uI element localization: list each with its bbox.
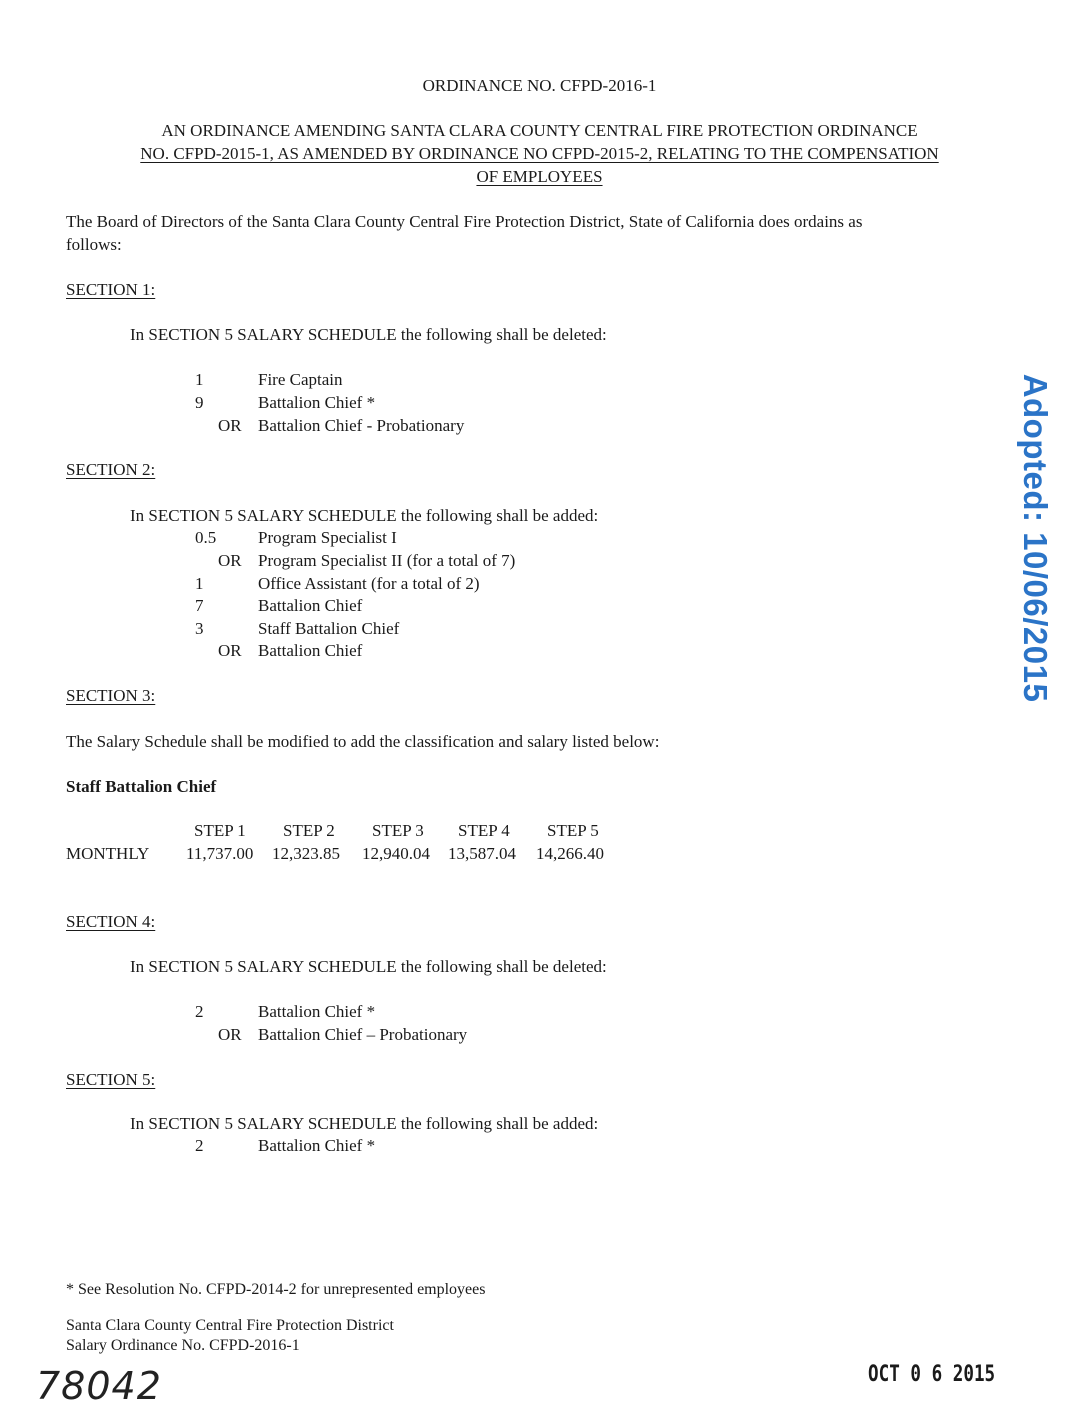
- title-line-1: AN ORDINANCE AMENDING SANTA CLARA COUNTY CENTRAL FIRE PROTECTION ORDINANCE: [161, 121, 918, 140]
- title-line-2: NO. CFPD-2015-1, AS AMENDED BY ORDINANCE NO CFPD-2015-2, RELATING TO THE COMPENSATION: [140, 144, 939, 163]
- ordinance-number: ORDINANCE NO. CFPD-2016-1: [422, 76, 657, 95]
- section-1-intro: In SECTION 5 SALARY SCHEDULE the following shall be deleted:: [130, 325, 607, 344]
- salary-step-header: STEP 2: [283, 821, 335, 840]
- handwritten-number: 78042: [36, 1364, 162, 1408]
- adopted-stamp: Adopted: 10/06/2015: [1017, 373, 1054, 703]
- salary-value: 12,940.04: [362, 844, 430, 863]
- section-2-item-qty: 7: [195, 596, 204, 615]
- title-line-3: OF EMPLOYEES: [476, 167, 603, 186]
- salary-value: 12,323.85: [272, 844, 340, 863]
- footer-district: Santa Clara County Central Fire Protection District: [66, 1317, 394, 1334]
- section-2-item-label: Program Specialist II (for a total of 7): [258, 551, 516, 570]
- section-1-item-label: Battalion Chief *: [258, 393, 376, 412]
- salary-step-header: STEP 1: [194, 821, 246, 840]
- preamble-line-2: follows:: [66, 235, 122, 254]
- section-1-item-label: Fire Captain: [258, 370, 343, 389]
- section-2-item-label: Staff Battalion Chief: [258, 619, 400, 638]
- received-date-stamp: OCT 0 6 2015: [868, 1362, 996, 1387]
- section-2-item-qty: OR: [218, 551, 242, 570]
- section-2-intro: In SECTION 5 SALARY SCHEDULE the following shall be added:: [130, 506, 599, 525]
- salary-value: 11,737.00: [186, 844, 254, 863]
- section-1-item-qty: 1: [195, 370, 204, 389]
- section-4-item-label: Battalion Chief *: [258, 1002, 376, 1021]
- section-5-item-label: Battalion Chief *: [258, 1136, 376, 1155]
- section-2-item-qty: 3: [195, 619, 204, 638]
- preamble-line-1: The Board of Directors of the Santa Clara County Central Fire Protection District, State of California does ordains as: [66, 212, 863, 231]
- section-2-item-label: Program Specialist I: [258, 528, 397, 547]
- salary-value: 13,587.04: [448, 844, 516, 863]
- section-5-heading: SECTION 5:: [66, 1070, 156, 1089]
- classification-title: Staff Battalion Chief: [66, 777, 217, 796]
- section-3-heading: SECTION 3:: [66, 686, 156, 705]
- section-2-item-qty: OR: [218, 641, 242, 660]
- section-3-intro: The Salary Schedule shall be modified to add the classification and salary listed below:: [66, 732, 660, 751]
- section-2-item-qty: 1: [195, 574, 204, 593]
- section-4-intro: In SECTION 5 SALARY SCHEDULE the following shall be deleted:: [130, 957, 607, 976]
- section-2-item-label: Battalion Chief: [258, 596, 363, 615]
- salary-step-header: STEP 5: [547, 821, 599, 840]
- salary-step-header: STEP 3: [372, 821, 424, 840]
- section-1-item-label: Battalion Chief - Probationary: [258, 416, 465, 435]
- section-2-item-label: Office Assistant (for a total of 2): [258, 574, 480, 593]
- salary-step-header: STEP 4: [458, 821, 510, 840]
- section-4-item-label: Battalion Chief – Probationary: [258, 1025, 468, 1044]
- section-4-heading: SECTION 4:: [66, 912, 156, 931]
- section-1-item-qty: 9: [195, 393, 204, 412]
- section-2-item-qty: 0.5: [195, 528, 217, 547]
- section-1-item-qty: OR: [218, 416, 242, 435]
- section-2-heading: SECTION 2:: [66, 460, 156, 479]
- section-5-item-qty: 2: [195, 1136, 204, 1155]
- section-4-item-qty: OR: [218, 1025, 242, 1044]
- footer-ordinance: Salary Ordinance No. CFPD-2016-1: [66, 1337, 300, 1354]
- salary-row-label: MONTHLY: [66, 844, 150, 863]
- section-1-heading: SECTION 1:: [66, 280, 156, 299]
- footnote: * See Resolution No. CFPD-2014-2 for unrepresented employees: [66, 1281, 486, 1298]
- salary-value: 14,266.40: [536, 844, 604, 863]
- section-4-item-qty: 2: [195, 1002, 204, 1021]
- section-2-item-label: Battalion Chief: [258, 641, 363, 660]
- section-5-intro: In SECTION 5 SALARY SCHEDULE the following shall be added:: [130, 1114, 599, 1133]
